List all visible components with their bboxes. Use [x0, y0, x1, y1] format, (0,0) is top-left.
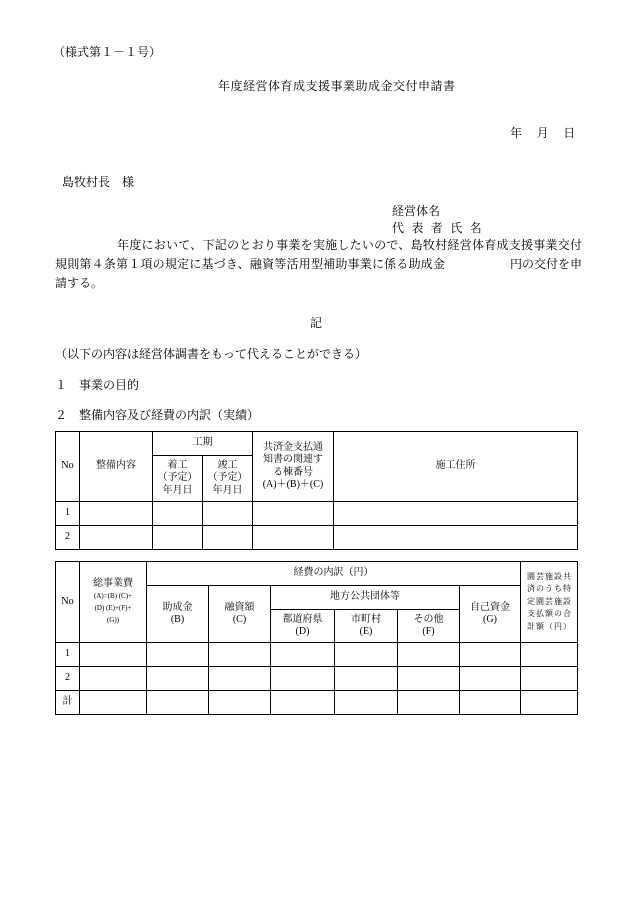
header-line: （予定） [207, 472, 248, 484]
header-line: 年月日 [212, 484, 243, 496]
table1-row-no: 1 [56, 502, 80, 526]
table-row [56, 691, 578, 715]
table-row [56, 502, 578, 526]
header-line: (F) [422, 626, 435, 637]
header-line: (G) [483, 614, 497, 625]
header-line: 都道府県 [282, 613, 323, 625]
table2-cell [80, 643, 147, 667]
body-line-3: 請する。 [55, 276, 104, 290]
header-line: 園芸施設共 [527, 571, 571, 581]
table2-cell [460, 667, 521, 691]
formula-line: (D) (E)+(F)+ [94, 604, 132, 613]
table2-cell [80, 667, 147, 691]
table2-header-subsidy [147, 586, 209, 643]
table2-cell [335, 667, 398, 691]
table1-cell-end [203, 526, 253, 550]
table2-header-local-gov: 地方公共団体等 [271, 586, 460, 610]
facility-details-table [55, 431, 578, 550]
table1-cell-address [334, 502, 578, 526]
header-line: (A)＋(B)＋(C) [262, 479, 324, 490]
table1-cell-building-number [253, 502, 334, 526]
table1-cell-end [203, 502, 253, 526]
header-line: 総事業費 [93, 577, 133, 589]
table2-cell [521, 667, 578, 691]
table2-cell [271, 643, 335, 667]
addressee: 島牧村長 様 [62, 175, 135, 189]
body-line-2-after-amount: 円の交付を申 [510, 257, 583, 271]
table1-header-end [203, 456, 253, 502]
table2-row-no: 2 [56, 667, 80, 691]
table2-header-municipality [335, 610, 398, 643]
table-row [56, 526, 578, 550]
table2-cell [209, 667, 271, 691]
table2-header-other [398, 610, 460, 643]
table1-header-content: 整備内容 [80, 432, 153, 502]
table2-cell [335, 643, 398, 667]
table2-cell [147, 667, 209, 691]
table1-cell-start [153, 502, 203, 526]
table2-cell [398, 667, 460, 691]
table2-row-no: 1 [56, 643, 80, 667]
table2-header-insurance [521, 562, 578, 643]
table2-cell [521, 643, 578, 667]
table1-header-period: 工期 [153, 432, 253, 456]
body-line-2-before-amount: 規則第４条第１項の規定に基づき、融資等活用型補助事業に係る助成金 [55, 257, 445, 271]
header-line: 支払額の合 [527, 609, 571, 619]
table2-cell [335, 691, 398, 715]
table2-header-loan [209, 586, 271, 643]
note: （以下の内容は経営体調書をもって代えることができる） [55, 347, 368, 361]
form-number: （様式第１－１号） [53, 45, 162, 59]
header-line: （予定） [157, 472, 198, 484]
table2-row-total-label: 計 [56, 691, 80, 715]
table1-cell-content [80, 502, 153, 526]
table2-cell [147, 643, 209, 667]
table2-cell [398, 643, 460, 667]
table2-header-breakdown: 経費の内訳（円） [147, 562, 521, 586]
formula-line: (G)) [106, 616, 120, 625]
header-line: 共済金支払通 [263, 441, 323, 453]
table1-header-no: No [56, 432, 80, 502]
expense-breakdown-table [55, 561, 578, 715]
header-line: (E) [359, 626, 373, 637]
table2-header-no: No [56, 562, 80, 643]
header-line: 助成金 [162, 601, 193, 613]
table2-header-own-funds [460, 586, 521, 643]
entity-name-label: 経営体名 [392, 204, 441, 218]
header-line: (B) [170, 614, 185, 625]
header-line: 定園芸施設 [527, 596, 571, 606]
representative-name-label: 代 表 者 氏 名 [392, 221, 484, 235]
ki-heading: 記 [310, 316, 323, 330]
header-line: (D) [295, 626, 310, 637]
table1-cell-building-number [253, 526, 334, 550]
body-line-1: 年度において、下記のとおり事業を実施したいので、島牧村経営体育成支援事業交付 [117, 238, 582, 252]
header-line: 自己資金 [470, 601, 510, 613]
header-line: その他 [413, 613, 444, 625]
table1-row-no: 2 [56, 526, 80, 550]
table2-cell [271, 691, 335, 715]
table1-cell-start [153, 526, 203, 550]
table2-header-prefecture [271, 610, 335, 643]
date-line: 年 月 日 [510, 126, 577, 140]
header-line: 計額（円） [527, 621, 571, 631]
table-row [56, 643, 578, 667]
table2-cell [398, 691, 460, 715]
formula-line: (A)=(B) (C)+ [93, 592, 133, 601]
table-row [56, 667, 578, 691]
table2-cell [209, 643, 271, 667]
header-line: る棟番号 [273, 466, 313, 478]
section-2-heading: ２ 整備内容及び経費の内訳（実績） [55, 408, 260, 422]
table2-cell [209, 691, 271, 715]
header-line: 知書の関連す [263, 454, 323, 465]
table2-cell [521, 691, 578, 715]
table1-header-building-number [253, 432, 334, 502]
header-line: (C) [232, 614, 247, 625]
table2-cell [80, 691, 147, 715]
header-line: 年月日 [162, 484, 193, 496]
table2-cell [147, 691, 209, 715]
table1-header-start [153, 456, 203, 502]
table2-cell [460, 643, 521, 667]
header-line: 済のうち特 [527, 584, 571, 594]
header-line: 市町村 [351, 613, 381, 625]
table2-cell [460, 691, 521, 715]
header-line: 着工 [167, 459, 188, 471]
header-line: 竣工 [217, 459, 238, 471]
table2-cell [271, 667, 335, 691]
section-1-heading: １ 事業の目的 [55, 378, 140, 392]
table1-header-address: 施工住所 [334, 432, 578, 502]
table1-cell-address [334, 526, 578, 550]
document-title: 年度経営体育成支援事業助成金交付申請書 [218, 79, 455, 93]
table2-header-total [80, 562, 147, 643]
header-line: 融資額 [224, 601, 255, 613]
table1-cell-content [80, 526, 153, 550]
